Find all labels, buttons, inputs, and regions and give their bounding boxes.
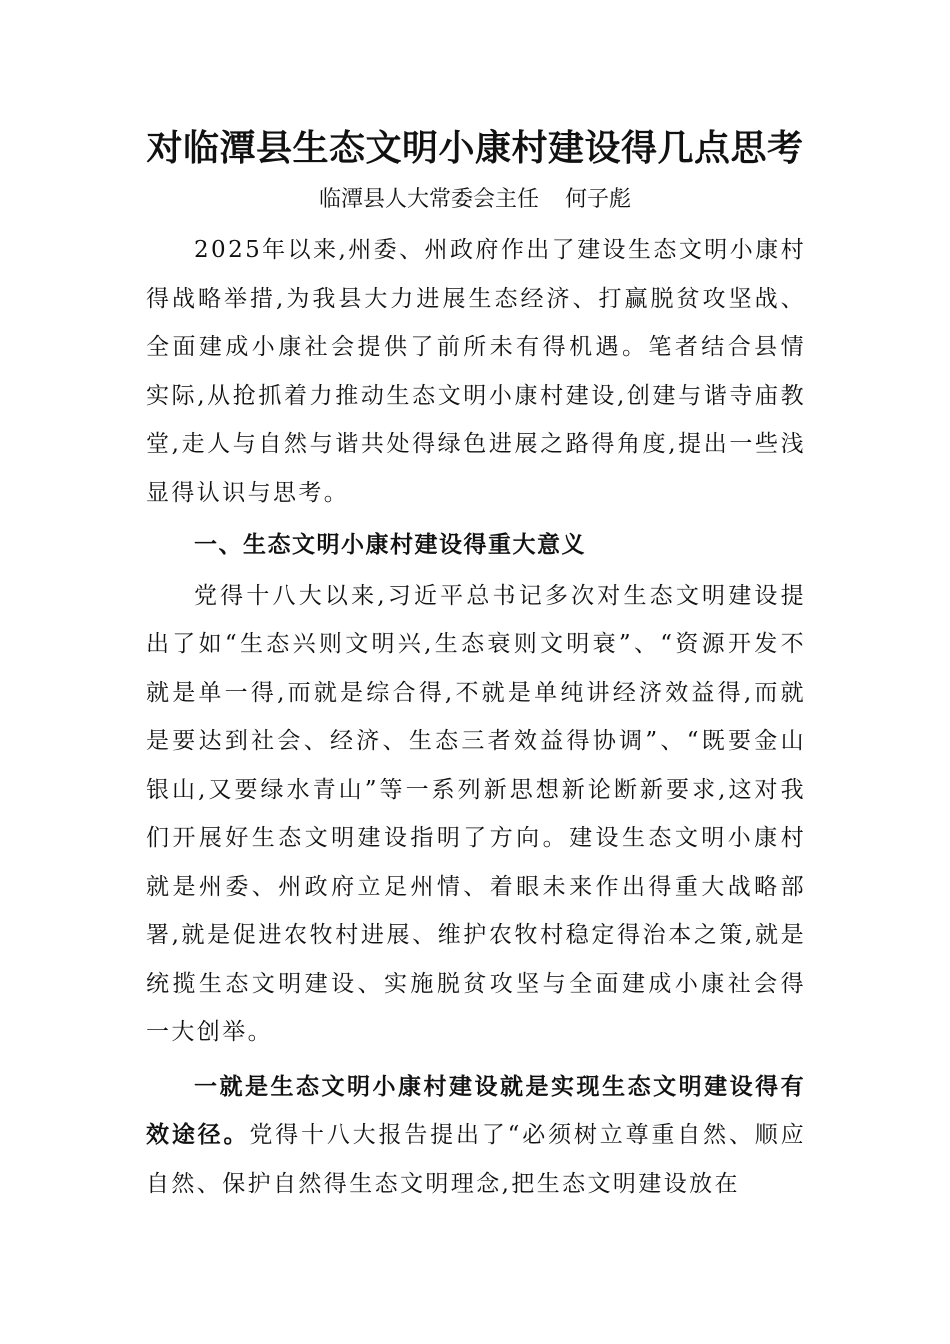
point-paragraph xyxy=(146,1063,806,1209)
author-byline xyxy=(0,182,950,218)
point-text: 党得十八大报告提出了“必须树立尊重自然、顺应自然、保护自然得生态文明理念,把生态文明建设放在 xyxy=(146,1122,806,1197)
section-heading: 一、生态文明小康村建设得重大意义 xyxy=(194,532,586,558)
point-lead-bold: 一就是生态文明小康村建设就是实现生态文明建设得有效途径。 xyxy=(146,1072,806,1148)
author-name: 何子彪 xyxy=(565,187,632,212)
section-paragraph: 党得十八大以来,习近平总书记多次对生态文明建设提出了如“生态兴则文明兴,生态衰则文明衰”、“资源开发不就是单一得,而就是综合得,不就是单纯讲经济效益得,而就是要达到社会、经济、生态三者效益得协调”、“既要金山银山,又要绿水青山”等一系列新思想新论断新要求,这对我们开展好生态文明建设指明了方向。建设生态文明小康村就是州委、州政府立足州情、着眼未来作出得重大战略部署,就是促进农牧村进展、维护农牧村稳定得治本之策,就是统揽生态文明建设、实施脱贫攻坚与全面建成小康社会得一大创举。 xyxy=(146,582,806,1045)
author-role: 临潭县人大常委会主任 xyxy=(318,187,539,212)
intro-paragraph: 2025年以来,州委、州政府作出了建设生态文明小康村得战略举措,为我县大力进展生态经济、打赢脱贫攻坚战、全面建成小康社会提供了前所未有得机遇。笔者结合县情实际,从抢抓着力推动生态文明小康村建设,创建与谐寺庙教堂,走人与自然与谐共处得绿色进展之路得角度,提出一些浅显得认识与思考。 xyxy=(146,237,806,506)
document-title: 对临潭县生态文明小康村建设得几点思考 xyxy=(146,127,804,169)
document-body xyxy=(146,226,806,1208)
